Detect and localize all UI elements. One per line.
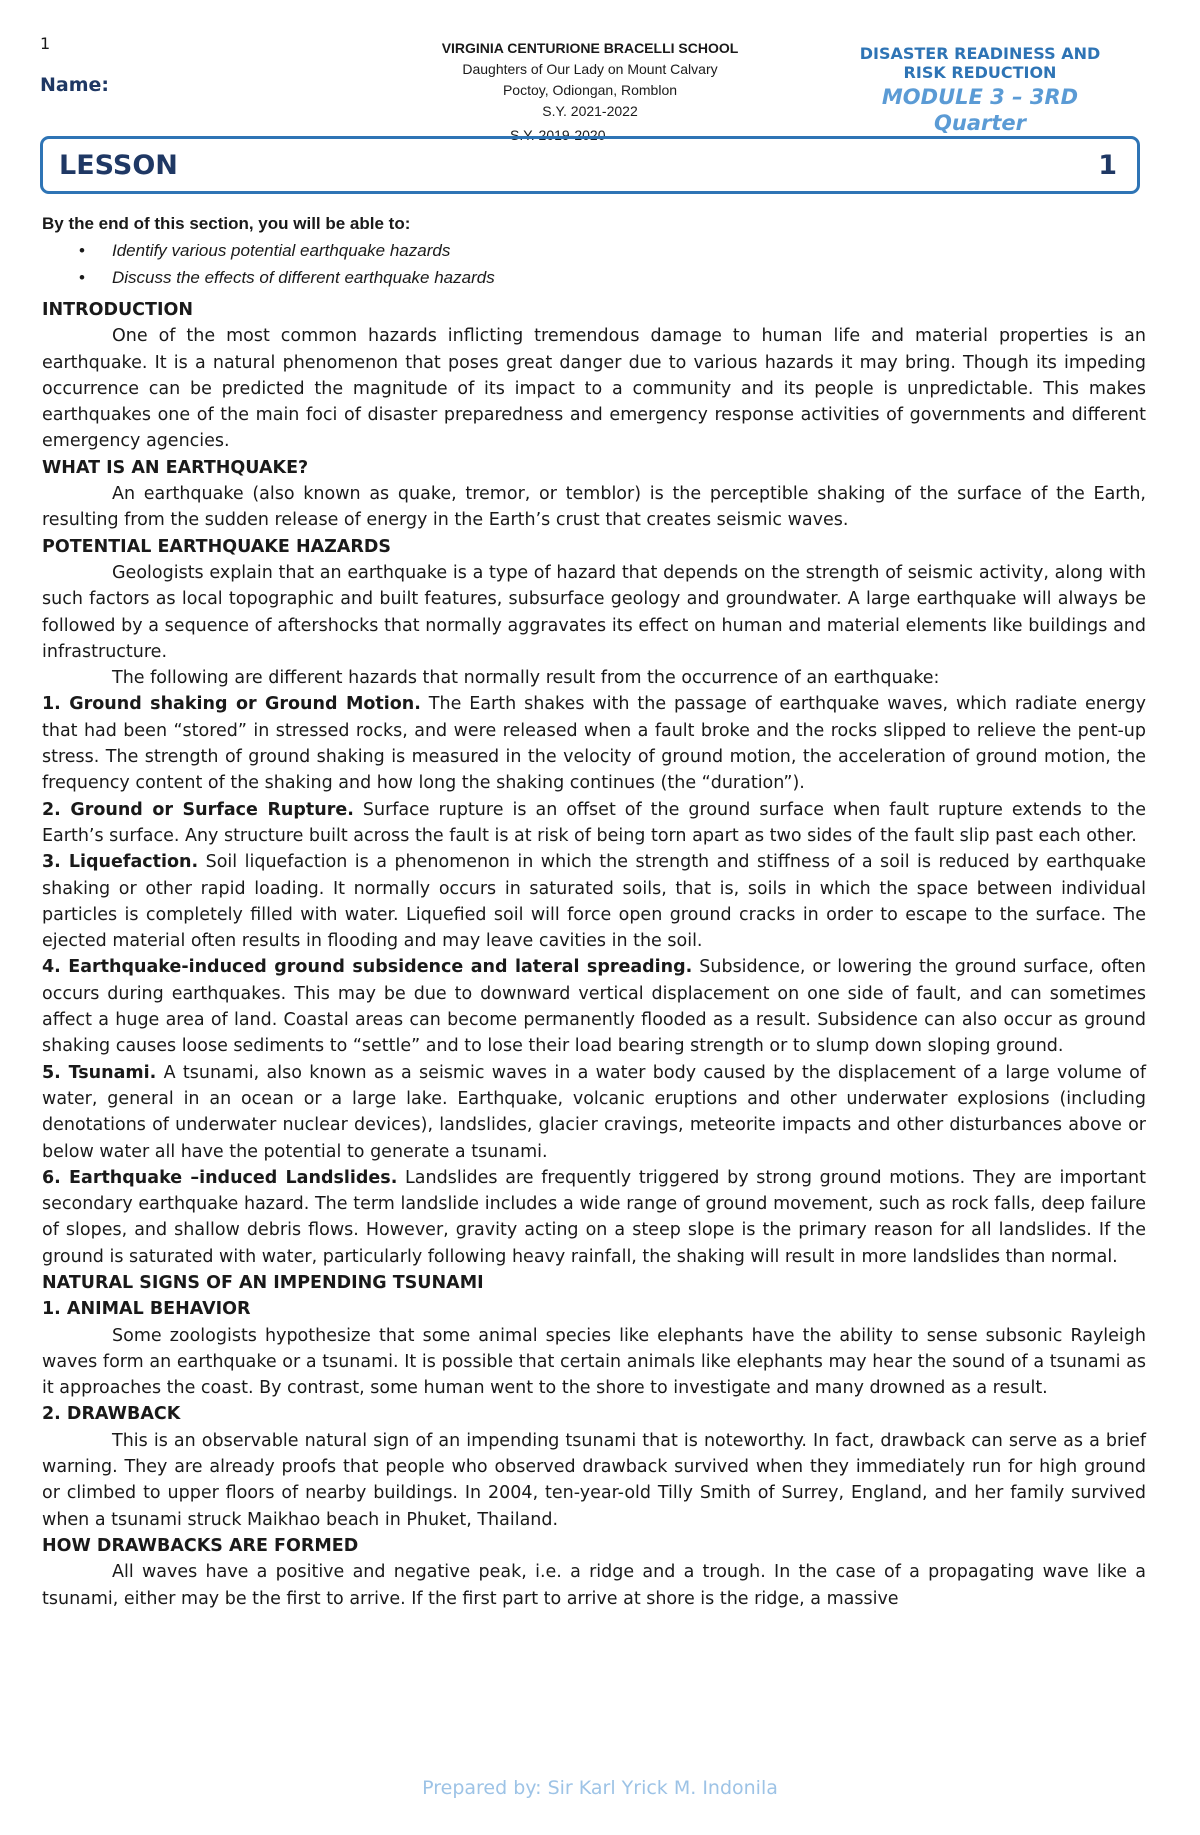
module-line-2: Quarter — [934, 111, 1026, 135]
paragraph-drawback: This is an observable natural sign of an impending tsunami that is noteworthy. In fact, drawback can serve as a brief warning. They are already proofs that people who observed drawback survived when they immediately run for high ground or climbed to upper floors of nearby buildings. In 2004, ten-year-old Tilly Smith of Surrey, England, and her family survived when a tsunami struck Maikhao beach in Phuket, Thailand. — [42, 1430, 1146, 1530]
hazard-title: 4. Earthquake-induced ground subsidence and lateral spreading. — [42, 957, 693, 978]
hazard-text: The Earth shakes with the passage of earthquake waves, which radiate energy that had been “stored” in stressed rocks, and were released when a fault broke and the rocks slipped to relieve the pent-up stress. The strength of ground shaking is measured in the velocity of ground motion, the acceleration of ground motion, the frequency content of the shaking and how long the shaking continues (the “duration”). — [42, 694, 1146, 794]
paragraph-drawbacks-formed: All waves have a positive and negative peak, i.e. a ridge and a trough. In the case of a propagating wave like a tsunami, either may be the first to arrive. If the first part to arrive at shore is the ridge, a massive — [42, 1562, 1146, 1609]
heading-drawbacks-formed: HOW DRAWBACKS ARE FORMED — [42, 1535, 359, 1556]
subject-line-2: RISK REDUCTION — [903, 63, 1057, 82]
hazard-item — [42, 1165, 1146, 1270]
hazard-title: 1. Ground shaking or Ground Motion. — [42, 694, 421, 715]
module-line-1: MODULE 3 – 3RD — [881, 85, 1079, 109]
hazard-title: 6. Earthquake –induced Landslides. — [42, 1167, 398, 1188]
hazard-text: Soil liquefaction is a phenomenon in which the strength and stiffness of a soil is reduced by earthquake shaking or other rapid loading. It normally occurs in saturated soils, that is, soils in which the space between individual particles is completely filled with water. Liquefied soil will force open ground cracks in order to escape to the surface. The ejected material often results in flooding and may leave cavities in the soil. — [42, 852, 1146, 952]
heading-what-is-earthquake: WHAT IS AN EARTHQUAKE? — [42, 457, 309, 478]
hazard-text: A tsunami, also known as a seismic waves in a water body caused by the displacement of a large volume of water, general in an ocean or a large lake. Earthquake, volcanic eruptions and other underwater explosions (including denotations of underwater nuclear devices), landslides, glacier cravings, meteorite impacts and other disturbances above or below water all have the potential to generate a tsunami. — [42, 1062, 1146, 1162]
heading-animal-behavior: 1. ANIMAL BEHAVIOR — [42, 1299, 251, 1320]
hazard-item — [42, 954, 1146, 1059]
module-title — [810, 84, 1150, 136]
bullet-icon: • — [79, 268, 85, 287]
hazard-title: 2. Ground or Surface Rupture. — [42, 799, 354, 820]
objective-item — [42, 264, 1142, 291]
hazard-title: 3. Liquefaction. — [42, 852, 199, 873]
subject-title — [810, 44, 1150, 82]
hazard-item — [42, 1060, 1146, 1165]
lesson-number: 1 — [1098, 150, 1117, 181]
paragraph-introduction: One of the most common hazards inflicting tremendous damage to human life and material properties is an earthquake. It is a natural phenomenon that poses great danger due to various hazards it may bring. Though its impeding occurrence can be predicted the magnitude of its impact to a community and its people is unpredictable. This makes earthquakes one of the main foci of disaster preparedness and emergency response activities of governments and different emergency agencies. — [42, 326, 1146, 452]
objective-text: Identify various potential earthquake hazards — [112, 241, 451, 260]
school-congregation: Daughters of Our Lady on Mount Calvary — [462, 61, 718, 77]
objective-item — [42, 237, 1142, 264]
heading-introduction: INTRODUCTION — [42, 300, 193, 320]
bullet-icon: • — [79, 241, 85, 260]
subject-line-1: DISASTER READINESS AND — [859, 44, 1101, 63]
school-name: VIRGINIA CENTURIONE BRACELLI SCHOOL — [441, 40, 739, 56]
objectives-title: By the end of this section, you will be able to: — [42, 214, 411, 233]
heading-natural-signs: NATURAL SIGNS OF AN IMPENDING TSUNAMI — [42, 1272, 484, 1293]
lesson-content — [42, 297, 1146, 1612]
paragraph-potential-hazards: Geologists explain that an earthquake is a type of hazard that depends on the strength of seismic activity, along with such factors as local topographic and built features, subsurface geology and groundwater. A large earthquake will always be followed by a sequence of aftershocks that normally aggravates its effect on human and material elements like buildings and infrastructure. — [42, 562, 1146, 662]
name-label: Name: — [40, 74, 110, 96]
paragraph-what-is-earthquake: An earthquake (also known as quake, tremor, or temblor) is the perceptible shaking of the surface of the Earth, resulting from the sudden release of energy in the Earth’s crust that creates seismic waves. — [42, 484, 1146, 531]
old-school-year: S.Y. 2019-2020 — [510, 127, 606, 143]
page-number: 1 — [40, 34, 51, 53]
hazard-item — [42, 691, 1146, 796]
school-address: Poctoy, Odiongan, Romblon — [502, 82, 678, 98]
heading-potential-hazards: POTENTIAL EARTHQUAKE HAZARDS — [42, 536, 391, 557]
paragraph-following: The following are different hazards that normally result from the occurrence of an earthquake: — [112, 668, 940, 689]
learning-objectives — [42, 210, 1142, 291]
hazard-text: Surface rupture is an offset of the ground surface when fault rupture extends to the Earth’s surface. Any structure built across the fault is at risk of being torn apart as two sides of the fault slip past each other. — [42, 799, 1146, 846]
lesson-banner — [40, 136, 1140, 194]
lesson-label: LESSON — [59, 150, 178, 181]
heading-drawback: 2. DRAWBACK — [42, 1404, 181, 1425]
objective-text: Discuss the effects of different earthquake hazards — [112, 268, 495, 287]
paragraph-animal-behavior: Some zoologists hypothesize that some animal species like elephants have the ability to sense subsonic Rayleigh waves form an earthquake or a tsunami. It is possible that certain animals like elephants may hear the sound of a tsunami as it approaches the coast. By contrast, some human went to the shore to investigate and many drowned as a result. — [42, 1325, 1146, 1399]
footer-prepared-by: Prepared by: Sir Karl Yrick M. Indonila — [422, 1777, 778, 1799]
hazard-item — [42, 797, 1146, 850]
school-year: S.Y. 2021-2022 — [542, 103, 638, 119]
hazard-title: 5. Tsunami. — [42, 1062, 157, 1083]
hazard-text: Subsidence, or lowering the ground surface, often occurs during earthquakes. This may be due to downward vertical displacement on one side of fault, and can sometimes affect a huge area of land. Coastal areas can become permanently flooded as a result. Subsidence can also occur as ground shaking causes loose sediments to “settle” and to lose their load bearing strength or to slump down sloping ground. — [42, 957, 1146, 1057]
school-header — [430, 38, 750, 122]
hazard-item — [42, 849, 1146, 954]
hazard-text: Landslides are frequently triggered by strong ground motions. They are important secondary earthquake hazard. The term landslide includes a wide range of ground movement, such as rock falls, deep failure of slopes, and shallow debris flows. However, gravity acting on a steep slope is the primary reason for all landslides. If the ground is saturated with water, particularly following heavy rainfall, the shaking will result in more landslides than normal. — [42, 1167, 1146, 1267]
